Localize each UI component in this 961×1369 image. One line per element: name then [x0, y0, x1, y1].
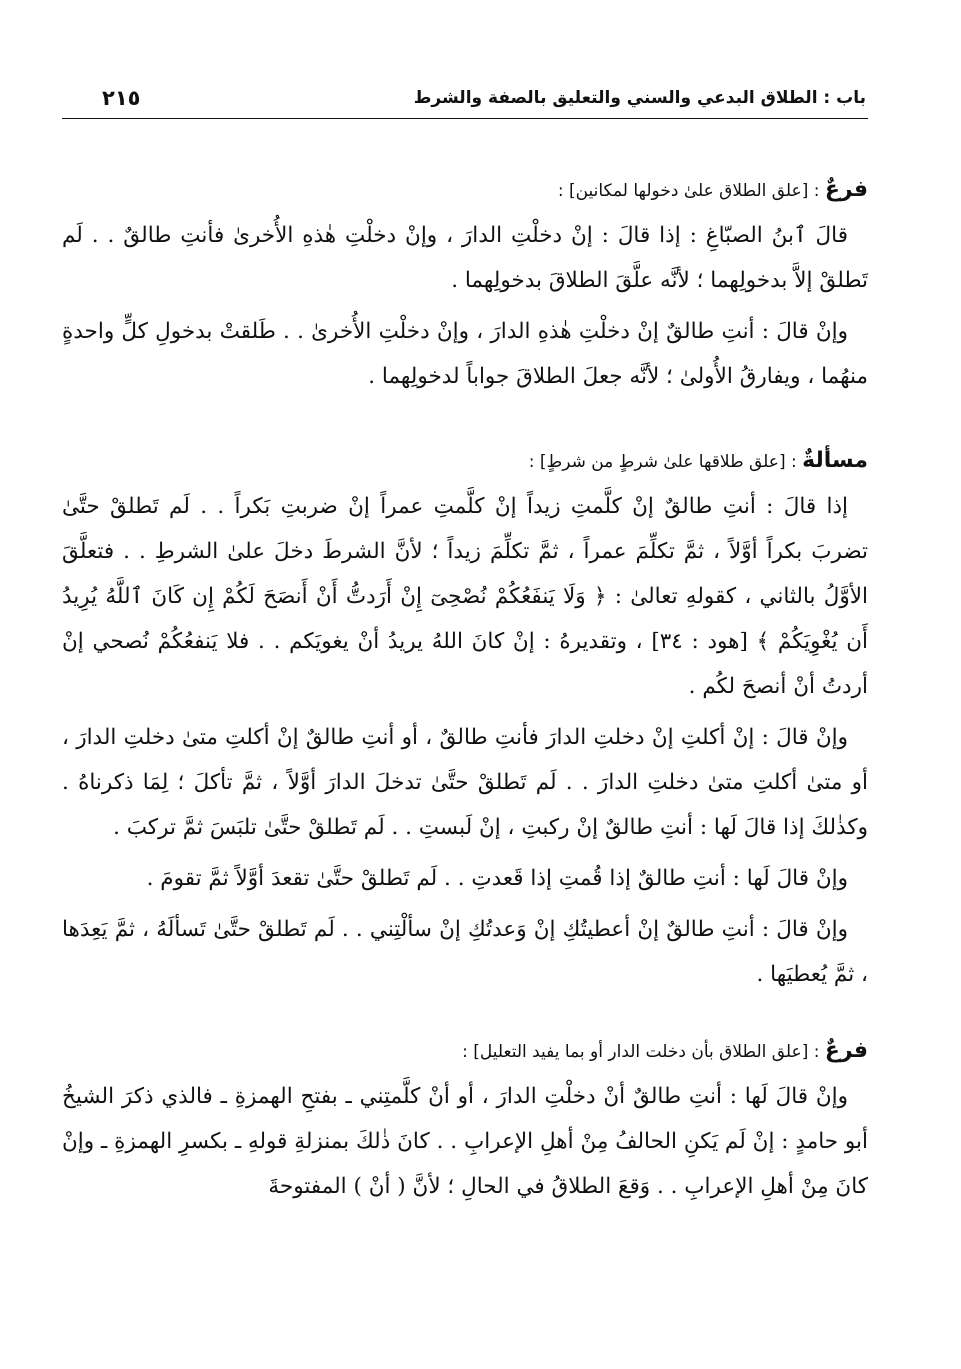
running-header: [62, 86, 868, 119]
section-gap: [62, 405, 868, 439]
section-heading: [62, 439, 868, 484]
paragraph: وإنْ قالَ لَها : أنتِ طالقٌ إذا قُمتِ إذا قَعدتِ . . لَم تَطلقْ حتَّىٰ تقعدَ أوَّلاً ثمَّ تقومَ .: [146, 866, 848, 891]
running-title: باب : الطلاق البدعي والسني والتعليق بالصفة والشرط: [413, 88, 866, 108]
section-heading: [62, 1029, 868, 1074]
section-keyword: فرعٌ: [824, 1038, 868, 1063]
paragraph: وإنْ قالَ : أنتِ طالقٌ إنْ أعطيتُكِ إنْ وَعدتُكِ إنْ سألْتِني . . لَم تَطلقْ حتَّىٰ تَسألَهُ ، ثمَّ يَعِدَها ، ثمَّ يُعطيَها .: [62, 917, 868, 987]
section-gap: [62, 1003, 868, 1029]
section-fara-2: [62, 1029, 868, 1209]
section-title: : [علق الطلاق بأن دخلت الدار أو بما يفيد التعليل] :: [462, 1042, 825, 1062]
paragraph: وإنْ قالَ : إنْ أكلتِ إنْ دخلتِ الدارَ فأنتِ طالقٌ ، أو أنتِ طالقٌ إنْ أكلتِ متىٰ دخلتِ الدارَ ، أو متىٰ أكلتِ متىٰ دخلتِ الدارَ . . لَم تَطلقْ حتَّىٰ تدخلَ الدارَ أوَّلاً ، ثمَّ تأكلَ ؛ لِمَا ذكرناهُ . وكذٰلكَ إذا قالَ لَها : أنتِ طالقٌ إنْ ركبتِ ، إنْ لَبستِ . . لَم تَطلقْ حتَّىٰ تلبَسَ ثمَّ تركبَ .: [62, 725, 868, 840]
section-title: : [علق الطلاق علىٰ دخولها لمكانين] :: [557, 181, 825, 201]
section-masala: [62, 439, 868, 997]
paragraph: إذا قالَ : أنتِ طالقٌ إنْ كلَّمتِ زيداً إنْ كلَّمتِ عمراً إنْ ضربتِ بَكراً . . لَم تَطلقْ حتَّىٰ تضربَ بكراً أوَّلاً ، ثمَّ تكلِّمَ عمراً ، ثمَّ تكلِّمَ زيداً ؛ لأنَّ الشرطَ دخلَ علىٰ الشرطِ . . فتعلَّقَ الأوَّلُ بالثاني ، كقولهِ تعالىٰ : ﴿ وَلَا يَنفَعُكُمْ نُصْحِىٓ إِنْ أَرَدتُّ أَنْ أَنصَحَ لَكُمْ إِن كَانَ ٱللَّهُ يُرِيدُ أَن يُغْوِيَكُمْ ﴾ [هود : ٣٤] ، وتقديرهُ : إنْ كانَ اللهُ يريدُ أنْ يغويَكم . . فلا يَنفعُكُمْ نُصحي إنْ أردتُ أنْ أنصحَ لكُم .: [62, 494, 869, 699]
paragraph: قالَ ٱبنُ الصبّاغِ : إذا قالَ : إنْ دخلْتِ الدارَ ، وإنْ دخلْتِ هٰذهِ الأُخرىٰ فأنتِ طالقٌ . . لَم تَطلقْ إلاَّ بدخولِهما ؛ لأنَّه علَّقَ الطلاقَ بدخولِهما .: [62, 223, 868, 293]
page-number: ٢١٥: [102, 86, 141, 110]
paragraph: وإنْ قالَ : أنتِ طالقٌ إنْ دخلْتِ هٰذهِ الدارَ ، وإنْ دخلْتِ الأُخرىٰ . . طَلقتْ بدخولِ كلٍّ واحدةٍ منهُما ، ويفارقُ الأُولىٰ ؛ لأنَّه جعلَ الطلاقَ جواباً لدخولِهما .: [62, 319, 868, 389]
section-title: : [علق طلاقها علىٰ شرطٍ من شرطٍ] :: [528, 452, 803, 472]
page-body: [62, 168, 868, 1215]
section-keyword: فرعٌ: [824, 177, 868, 202]
paragraph: وإنْ قالَ لَها : أنتِ طالقٌ أنْ دخلْتِ الدارَ ، أو أنْ كلَّمتِني ـ بفتحِ الهمزةِ ـ فالذي ذكرَ الشيخُ أبو حامدٍ : إنْ لَم يَكنِ الحالفُ مِنْ أهلِ الإعرابِ . . كانَ ذٰلكَ بمنزلةِ قولهِ ـ بكسرِ الهمزةِ ـ وإنْ كانَ مِنْ أهلِ الإعرابِ . . وَقعَ الطلاقُ في الحالِ ؛ لأنَّ ( أنْ ) المفتوحةَ: [62, 1084, 868, 1199]
book-page: [62, 0, 868, 1369]
section-fara-1: [62, 168, 868, 399]
section-keyword: مسألةٌ: [802, 448, 868, 473]
section-heading: [62, 168, 868, 213]
